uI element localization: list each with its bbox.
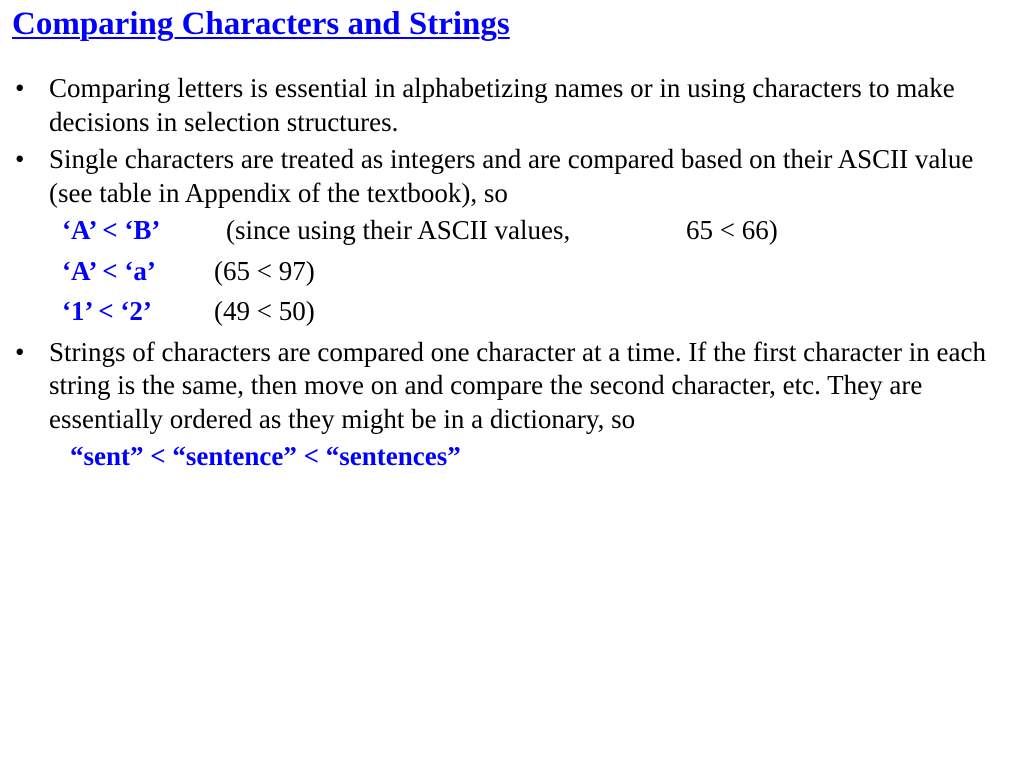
slide-title: Comparing Characters and Strings — [12, 6, 510, 42]
bullet-item-single-characters — [0, 143, 1024, 210]
char-example-expression: ‘A’ < ‘B’ — [62, 215, 161, 245]
bullet-dot-icon: • — [15, 336, 25, 367]
string-example-expression: “sent” < “sentence” < “sentences” — [70, 441, 461, 471]
char-example-expression: ‘1’ < ‘2’ — [62, 296, 152, 326]
char-example-a-lower-a — [0, 255, 1024, 289]
bullet-item-strings — [0, 336, 1024, 437]
bullet-text: Comparing letters is essential in alphabetizing names or in using characters to make decisions in selection structures. — [49, 73, 955, 137]
char-example-note: (49 < 50) — [214, 296, 315, 326]
bullet-dot-icon: • — [15, 144, 25, 174]
char-example-expression: ‘A’ < ‘a’ — [62, 255, 156, 286]
char-example-a-b — [0, 214, 1024, 248]
bullet-text: Strings of characters are compared one character at a time. If the first character in each string is the same, then move on and compare the second character, etc. They are essentially ordered as they might be in a dictionary, so — [49, 336, 986, 434]
bullet-text: Single characters are treated as integers and are compared based on their ASCII value (see table in Appendix of the textbook), so — [49, 144, 974, 208]
char-example-values: 65 < 66) — [686, 215, 778, 245]
char-example-note: (65 < 97) — [214, 255, 315, 286]
bullet-dot-icon: • — [15, 73, 25, 103]
char-example-note: (since using their ASCII values, — [226, 215, 571, 245]
bullet-list — [0, 72, 1024, 474]
string-example-line — [0, 440, 1024, 474]
bullet-item-comparing-letters — [0, 72, 1024, 139]
char-example-1-2 — [0, 295, 1024, 329]
